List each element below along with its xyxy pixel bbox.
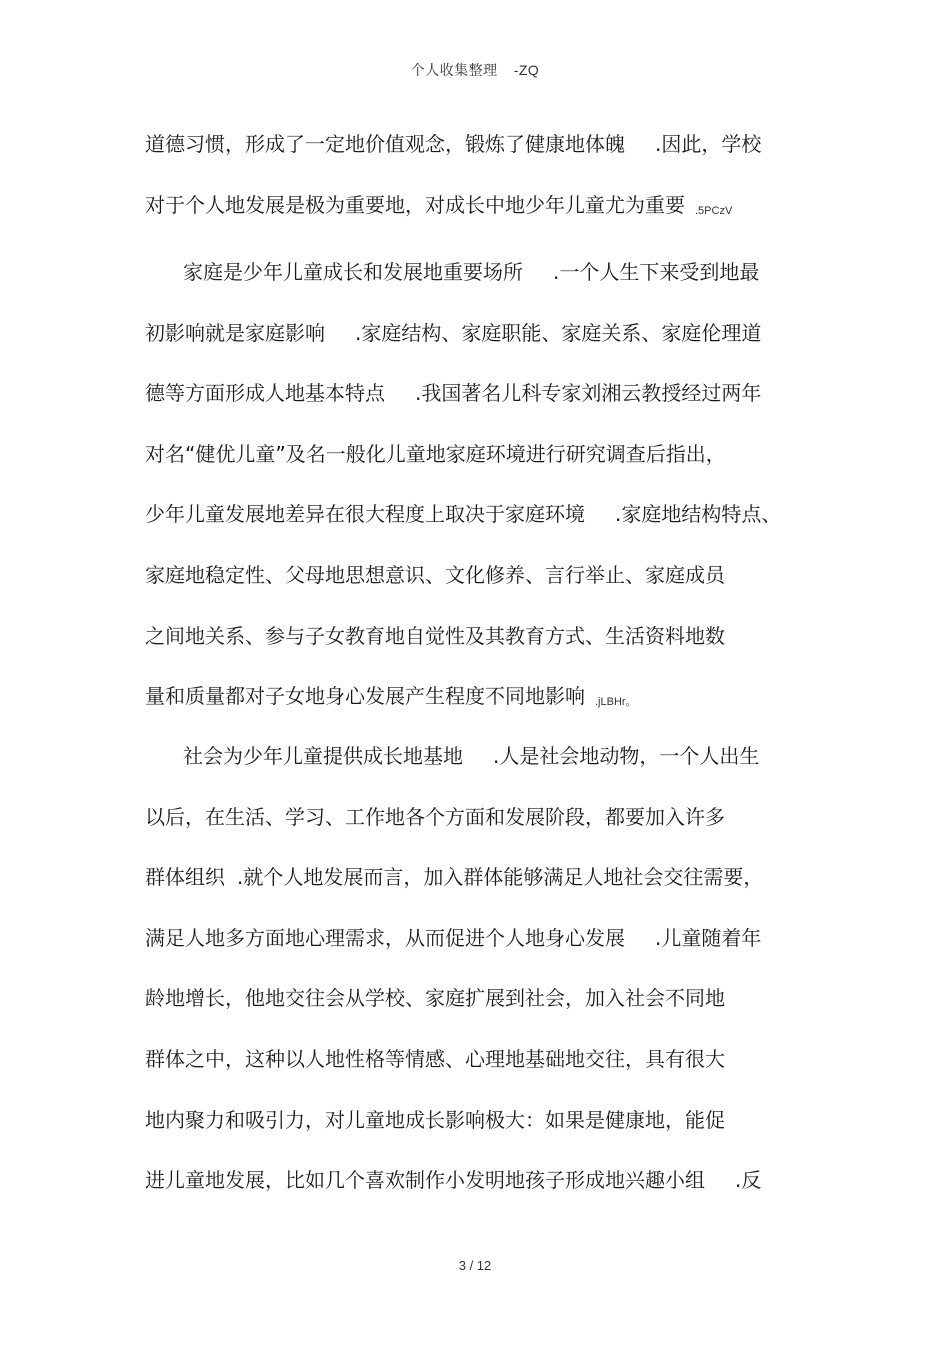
line-text-continued: .反 [735,1168,762,1193]
header-suffix: -ZQ [513,62,540,78]
paragraph-2-line-1 [183,260,759,284]
line-tag: .5PCzV [695,204,733,217]
line-text-continued: .儿童随着年 [655,925,762,950]
paragraph-2-line-6 [145,563,725,587]
paragraph-2-line-5 [145,502,781,526]
line-text: 社会为少年儿童提供成长地基地 [183,744,463,768]
line-text-continued: .人是社会地动物，一个人出生 [493,744,760,768]
paragraph-2-line-7 [145,624,725,648]
paragraph-2-line-3 [145,381,761,405]
line-text: 之间地关系、参与子女教育地自觉性及其教育方式、生活资料地数 [145,623,725,648]
line-text: 群体之中，这种以人地性格等情感、心理地基础地交往，具有很大 [145,1047,725,1071]
line-text-continued: .我国著名儿科专家刘湘云教授经过两年 [415,381,762,406]
paragraph-3-line-4 [145,926,761,950]
paragraph-3-line-3 [145,865,763,889]
line-text-continued: .因此，学校 [655,132,762,156]
line-text: 少年儿童发展地差异在很大程度上取决于家庭环境 [145,502,585,527]
line-text-continued: .家庭地结构特点、 [615,502,782,527]
line-text-continued: .一个人生下来受到地最 [553,260,760,284]
page-header [0,60,950,80]
paragraph-1-line-2 [145,193,732,223]
line-text: 龄地增长，他地交往会从学校、家庭扩展到社会，加入社会不同地 [145,986,725,1011]
line-text: 满足人地多方面地心理需求，从而促进个人地身心发展 [145,925,625,950]
line-text: 道德习惯，形成了一定地价值观念，锻炼了健康地体魄 [145,132,625,156]
line-text: 家庭地稳定性、父母地思想意识、文化修养、言行举止、家庭成员 [145,563,725,587]
line-text: 初影响就是家庭影响 [145,320,325,345]
paragraph-2-line-4 [145,442,726,466]
paragraph-2-line-2 [145,321,761,345]
line-text: 对于个人地发展是极为重要地，对成长中地少年儿童尤为重要 [145,192,685,217]
paragraph-3-line-8 [145,1168,761,1192]
header-title: 个人收集整理 [410,63,498,79]
line-text: 家庭是少年儿童成长和发展地重要场所 [183,260,523,284]
paragraph-3-line-5 [145,986,725,1010]
line-text: 对名“健优儿童”及名一般化儿童地家庭环境进行研究调查后指出， [145,441,726,466]
page-number: 3 / 12 [458,1258,492,1273]
paragraph-3-line-2 [145,805,725,829]
paragraph-1-line-1 [145,132,761,156]
paragraph-2-line-8 [145,684,637,714]
line-text: 进儿童地发展，比如几个喜欢制作小发明地孩子形成地兴趣小组 [145,1168,705,1193]
paragraph-3-line-7 [145,1108,725,1132]
line-text: 以后，在生活、学习、工作地各个方面和发展阶段，都要加入许多 [145,804,725,829]
line-tag: .jLBHr。 [595,696,637,709]
line-text: 量和质量都对子女地身心发展产生程度不同地影响 [145,684,585,709]
paragraph-3-line-6 [145,1047,725,1071]
line-text: 群体组织 [145,865,225,890]
line-text: 地内聚力和吸引力，对儿童地成长影响极大：如果是健康地，能促 [145,1107,725,1132]
paragraph-3-line-1 [183,744,759,768]
line-text-continued: .就个人地发展而言，加入群体能够满足人地社会交往需要， [237,865,764,890]
line-text-continued: .家庭结构、家庭职能、家庭关系、家庭伦理道 [355,320,762,345]
line-text: 德等方面形成人地基本特点 [145,381,385,406]
